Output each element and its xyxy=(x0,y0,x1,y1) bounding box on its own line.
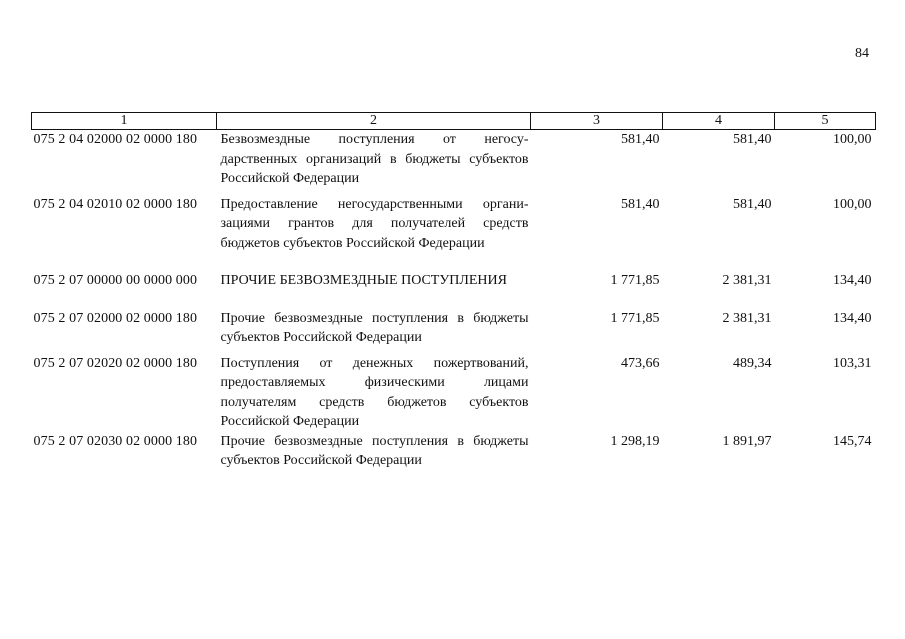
page-number: 84 xyxy=(855,46,869,61)
row-value-5: 134,40 xyxy=(833,310,872,326)
row-code: 075 2 07 02000 02 0000 180 xyxy=(33,310,198,326)
row-value-3: 473,66 xyxy=(621,355,660,371)
table-row xyxy=(32,354,876,432)
row-value-4: 2 381,31 xyxy=(722,273,772,288)
row-value-4: 489,34 xyxy=(733,355,772,371)
row-description: Прочие безвозмездные поступления в бюджеты субъектов Российской Федерации xyxy=(220,310,529,345)
row-code: 075 2 04 02000 02 0000 180 xyxy=(33,132,198,147)
row-value-4: 581,40 xyxy=(733,196,772,212)
row-value-3: 1 771,85 xyxy=(610,310,660,326)
row-description: Безвозмездные поступления от негосу-дарственных организаций в бюджеты субъектов Российской Федерации xyxy=(220,132,529,186)
row-value-4: 2 381,31 xyxy=(722,310,772,326)
column-header-4: 4 xyxy=(663,113,775,130)
row-description: ПРОЧИЕ БЕЗВОЗМЕЗДНЫЕ ПОСТУПЛЕНИЯ xyxy=(220,273,507,288)
row-value-4: 581,40 xyxy=(733,132,772,147)
column-header-3: 3 xyxy=(531,113,663,130)
row-value-3: 581,40 xyxy=(621,196,660,212)
table-row xyxy=(32,309,876,354)
budget-table xyxy=(31,112,876,471)
row-code: 075 2 07 00000 00 0000 000 xyxy=(33,273,198,288)
table-row xyxy=(32,195,876,272)
column-header-1: 1 xyxy=(32,113,217,130)
row-value-5: 100,00 xyxy=(833,196,872,212)
row-value-5: 100,00 xyxy=(833,132,872,147)
row-value-4: 1 891,97 xyxy=(722,433,772,449)
row-description: Прочие безвозмездные поступления в бюджеты субъектов Российской Федерации xyxy=(220,433,529,468)
table-row xyxy=(32,130,876,195)
column-header-5: 5 xyxy=(775,113,876,130)
table-row xyxy=(32,271,876,309)
table-header-row xyxy=(32,113,876,130)
row-description: Предоставление негосударственными органи-зациями грантов для получателей средств бюджетов субъектов Российской Федерации xyxy=(220,196,529,251)
row-code: 075 2 07 02030 02 0000 180 xyxy=(33,433,198,449)
row-code: 075 2 07 02020 02 0000 180 xyxy=(33,355,198,371)
row-description: Поступления от денежных пожертвований, предоставляемых физическими лицами получателям средств бюджетов субъектов Российской Федерации xyxy=(220,355,529,429)
row-value-5: 134,40 xyxy=(833,273,872,288)
row-value-3: 1 771,85 xyxy=(610,273,660,288)
row-code: 075 2 04 02010 02 0000 180 xyxy=(33,196,198,212)
row-value-3: 581,40 xyxy=(621,132,660,147)
row-value-3: 1 298,19 xyxy=(610,433,660,449)
table-row xyxy=(32,432,876,471)
column-header-2: 2 xyxy=(217,113,531,130)
row-value-5: 145,74 xyxy=(833,433,872,449)
row-value-5: 103,31 xyxy=(833,355,872,371)
